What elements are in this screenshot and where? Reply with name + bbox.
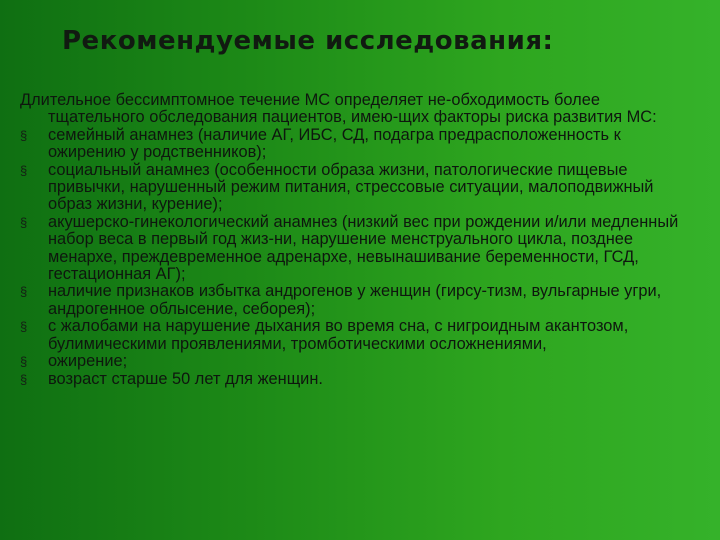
list-item [20, 353, 700, 370]
slide-title: Рекомендуемые исследования: [62, 26, 554, 56]
list-item-text: ожирение; [48, 352, 128, 371]
list-item-text: социальный анамнез (особенности образа жизни, патологические пищевые привычки, нарушенный режим питания, стрессовые ситуации, малоподвижный образ жизни, курение); [48, 160, 654, 214]
slide-body [20, 92, 700, 388]
risk-factor-list [20, 127, 700, 388]
list-item-text: с жалобами на нарушение дыхания во время сна, с нигроидным акантозом, булимическими проявлениями, тромботическими осложнениями, [48, 317, 629, 353]
bullet-icon: § [20, 214, 28, 230]
list-item-text: акушерско-гинекологический анамнез (низкий вес при рождении и/или медленный набор веса в первый год жиз-ни, нарушение менструального цикла, позднее менархе, преждевременное адренархе, невынашивание беременности, ГСД, гестационная АГ); [48, 212, 679, 284]
bullet-icon: § [20, 284, 28, 300]
bullet-icon: § [20, 127, 28, 143]
list-item-text: наличие признаков избытка андрогенов у женщин (гирсу-тизм, вульгарные угри, андрогенное облысение, себорея); [48, 282, 662, 318]
intro-paragraph: Длительное бессимптомное течение МС определяет не-обходимость более тщательного обследования пациентов, имею-щих факторы риска развития МС: [20, 91, 657, 127]
list-item [20, 127, 700, 162]
list-item [20, 283, 700, 318]
list-item [20, 318, 700, 353]
list-item-text: семейный анамнез (наличие АГ, ИБС, СД, подагра предрасположенность к ожирению у родственников); [48, 125, 621, 162]
bullet-icon: § [20, 162, 28, 178]
bullet-icon: § [20, 354, 28, 370]
list-item-text: возраст старше 50 лет для женщин. [48, 369, 323, 388]
bullet-icon: § [20, 371, 28, 387]
list-item [20, 371, 700, 388]
list-item [20, 214, 700, 284]
list-item [20, 162, 700, 214]
bullet-icon: § [20, 319, 28, 335]
